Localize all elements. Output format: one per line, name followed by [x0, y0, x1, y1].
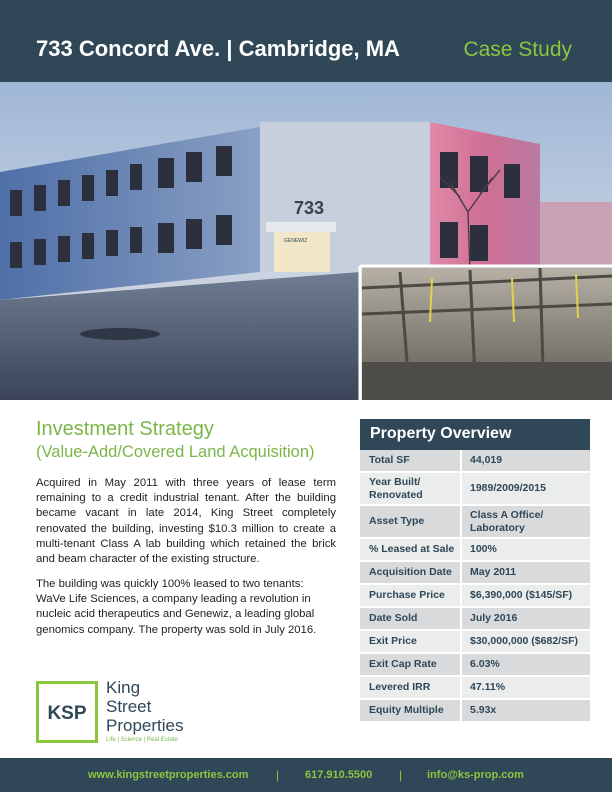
table-row: [360, 506, 590, 539]
footer-bar: [0, 758, 612, 792]
row-label: Equity Multiple: [369, 704, 444, 717]
footer-separator: |: [276, 768, 280, 782]
logo-letters: KSP: [47, 703, 87, 724]
row-value: Class A Office/ Laboratory: [460, 506, 590, 537]
overview-title: Property Overview: [360, 419, 590, 450]
table-row: [360, 631, 590, 654]
strategy-subtitle: (Value-Add/Covered Land Acquisition): [36, 443, 315, 461]
hero-photo: [0, 82, 612, 400]
row-value: 47.11%: [460, 677, 590, 698]
ksp-logo-mark: [36, 681, 98, 743]
page-title: 733 Concord Ave. | Cambridge, MA: [36, 36, 400, 61]
row-value: 100%: [460, 539, 590, 560]
email-link[interactable]: info@ks-prop.com: [427, 769, 524, 781]
row-value: $6,390,000 ($145/SF): [460, 585, 590, 606]
table-row: [360, 677, 590, 700]
header-bar: [0, 0, 612, 82]
logo-tagline: Life | Science | Real Estate: [106, 737, 178, 743]
table-row: [360, 562, 590, 585]
table-row: [360, 450, 590, 473]
logo-name-line-3: Properties: [106, 716, 184, 735]
phone-link[interactable]: 617.910.5500: [305, 769, 373, 781]
logo-name-line-1: King: [106, 678, 141, 697]
row-label: Purchase Price: [369, 589, 445, 602]
row-value: 6.03%: [460, 654, 590, 675]
strategy-paragraph-1: Acquired in May 2011 with three years of lease term remaining to a credit industrial tenant. After the building became vacant in late 2014, King Street completely renovated the building, investing $10.3 million to create a multi-tenant Class A lab building which retained the brick and beam character of the existing structure.: [36, 477, 336, 566]
row-value: $30,000,000 ($682/SF): [460, 631, 590, 652]
row-label: Acquisition Date: [369, 566, 452, 579]
row-label: Year Built/ Renovated: [369, 476, 423, 501]
row-label: Exit Price: [369, 635, 417, 648]
logo-name-line-2: Street: [106, 697, 152, 716]
row-label: % Leased at Sale: [369, 543, 455, 556]
row-value: 44,019: [460, 450, 590, 471]
building-photo-illustration: [0, 82, 612, 400]
building-number: 733: [294, 198, 325, 218]
footer-separator: |: [399, 768, 403, 782]
row-label: Exit Cap Rate: [369, 658, 437, 671]
row-label: Date Sold: [369, 612, 418, 625]
property-overview-table: [360, 419, 590, 723]
row-value: May 2011: [460, 562, 590, 583]
case-study-label: Case Study: [463, 38, 572, 61]
row-label: Asset Type: [369, 515, 425, 528]
row-value: 1989/2009/2015: [460, 473, 590, 504]
row-value: 5.93x: [460, 700, 590, 721]
website-link[interactable]: www.kingstreetproperties.com: [88, 769, 249, 781]
table-row: [360, 539, 590, 562]
entrance-sign: GENEWIZ: [284, 238, 308, 244]
table-row: [360, 654, 590, 677]
row-value: July 2016: [460, 608, 590, 629]
strategy-title: Investment Strategy: [36, 418, 214, 440]
table-row: [360, 585, 590, 608]
row-label: Levered IRR: [369, 681, 431, 694]
row-label: Total SF: [369, 454, 410, 467]
table-row: [360, 608, 590, 631]
strategy-paragraph-2: The building was quickly 100% leased to two tenants: WaVe Life Sciences, a company leading a revolution in nucleic acid therapeutics and Genewiz, a leading global genomics company. The property was sold in July 2016.: [36, 578, 317, 636]
table-row: [360, 473, 590, 506]
table-row: [360, 700, 590, 723]
